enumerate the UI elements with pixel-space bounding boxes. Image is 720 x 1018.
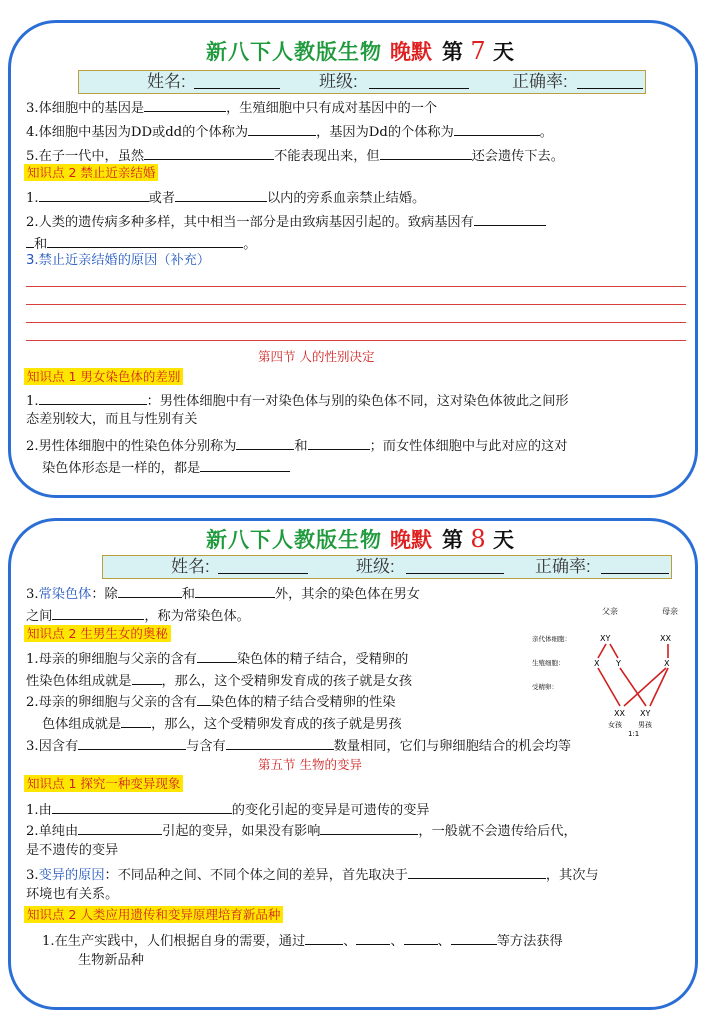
diagram-arrows [598,644,668,706]
day8-class-field[interactable] [406,559,504,574]
day7-title-tian: 天 [492,40,514,64]
day8-class-label: 班级: [356,557,395,576]
day7-line-offspring: 5.在子一代中，虽然 不能表现出来，但 还会遗传下去。 [26,145,564,166]
diagram-germ-label: 生殖细胞： [532,659,565,667]
blank[interactable] [320,820,418,835]
blank[interactable] [144,97,226,112]
day7-title-di: 第 [442,40,464,64]
diagram-germ-x2: X [664,659,670,668]
day8-header-bar [102,555,672,579]
diagram-ratio: 1:1 [628,730,640,736]
blank[interactable] [52,799,232,814]
diagram-mother-label: 母亲 [662,607,678,616]
day7-name-label: 姓名: [147,72,186,91]
day8-title-main: 新八下人教版生物 [206,528,383,552]
day8-title-red: 晚默 [390,528,433,552]
day7-line-male: 2.男性体细胞中的性染色体分别称为 和 ；而女性体细胞中与此对应的这对 [26,435,567,456]
blank[interactable] [380,145,472,160]
day7-line-marriage: 1. 或者 以内的旁系血亲禁止结婚。 [26,187,425,208]
blank[interactable] [118,583,182,598]
day7-class-field[interactable] [369,74,469,89]
blank[interactable] [52,605,144,620]
blank[interactable] [132,670,162,685]
day7-answer-line-4[interactable] [26,340,686,341]
day7-accuracy-label: 正确率: [512,72,568,91]
diagram-zygote-label: 受精卵： [532,683,558,691]
diagram-mother-xx: XX [660,634,671,643]
blank[interactable] [451,930,497,945]
day7-knowledge-point-2: 知识点 2 禁止近亲结婚 [24,164,158,181]
day8-line-autosome-cont: 之间 ，称为常染色体。 [26,605,250,626]
diagram-zygote-xx: XX [614,709,625,718]
blank[interactable] [474,211,546,226]
day7-header-bar [78,70,646,94]
blank[interactable] [197,648,237,663]
day8-line-cause: 3.变异的原因：不同品种之间、不同个体之间的差异，首先取决于 ，其次与 [26,864,599,885]
day7-answer-line-3[interactable] [26,322,686,323]
day7-line-disease: 2.人类的遗传病多种多样，其中相当一部分是由致病基因引起的。致病基因有 [26,211,546,232]
day7-section-4-title: 第四节 人的性别决定 [258,349,375,364]
sex-determination-diagram [528,604,698,736]
blank[interactable] [356,930,390,945]
blank[interactable] [200,457,290,472]
day8-title-di: 第 [442,528,464,552]
day7-title-red: 晚默 [390,40,433,64]
day8-line-breeding: 1.在生产实践中，人们根据自身的需要，通过 、 、 、 等方法获得 [42,930,563,951]
blank[interactable] [404,930,438,945]
blank[interactable] [39,187,149,202]
day8-line-boy-2: 色体组成就是 ，那么，这个受精卵发育成的孩子就是男孩 [42,713,402,734]
blank[interactable] [308,435,370,450]
day8-line-girl-2: 性染色体组成就是 ，那么，这个受精卵发育成的孩子就是女孩 [26,670,412,691]
diagram-germ-y: Y [616,659,621,668]
day7-title-main: 新八下人教版生物 [206,40,383,64]
day7-line-disease-cont: 和 。 [26,233,256,254]
day8-line-heritable: 1.由 的变化引起的变异是可遗传的变异 [26,799,430,820]
day7-answer-line-2[interactable] [26,304,686,305]
day7-title [0,36,720,66]
diagram-girl-label: 女孩 [608,721,622,729]
blank[interactable] [226,735,334,750]
blank[interactable] [175,187,267,202]
blank[interactable] [454,121,540,136]
diagram-zygote-xy: XY [640,709,651,718]
day8-knowledge-point-1: 知识点 1 探究一种变异现象 [24,775,183,792]
day8-line-cause-cont: 环境也有关系。 [26,887,119,902]
day8-line-girl-1: 1.母亲的卵细胞与父亲的含有 染色体的精子结合，受精卵的 [26,648,408,669]
blank[interactable] [305,930,343,945]
blank[interactable] [121,713,151,728]
day8-line-boy-1: 2.母亲的卵细胞与父亲的含有 染色体的精子结合受精卵的性染 [26,691,395,712]
day8-section-5-title: 第五节 生物的变异 [258,757,362,772]
day8-knowledge-point-2: 知识点 2 生男生女的奥秘 [24,625,171,642]
blank[interactable] [47,233,243,248]
blank[interactable] [195,583,275,598]
day7-line-dd: 4.体细胞中基因为DD或dd的个体称为 ，基因为Dd的个体称为 。 [26,121,553,142]
day7-day-number: 7 [470,37,486,65]
day7-line-female: 染色体形态是一样的，都是 [42,457,290,478]
diagram-boy-label: 男孩 [638,721,652,729]
blank[interactable] [78,735,186,750]
day7-accuracy-field[interactable] [577,74,643,89]
diagram-germ-x1: X [594,659,600,668]
day8-line-env: 2.单纯由 引起的变异，如果没有影响 ，一般就不会遗传给后代， [26,820,577,841]
day8-line-env-cont: 是不遗传的变异 [26,843,119,858]
diagram-father-xy: XY [600,634,611,643]
day7-answer-line-1[interactable] [26,286,686,287]
blank[interactable] [248,121,316,136]
day8-line-autosome: 3.常染色体：除 和 外，其余的染色体在男女 [26,583,420,604]
blank[interactable] [26,233,34,248]
day8-title-tian: 天 [492,528,514,552]
diagram-parent-label: 亲代体细胞： [532,635,571,643]
blank[interactable] [197,691,211,706]
day7-class-label: 班级: [319,72,358,91]
day7-knowledge-point-1: 知识点 1 男女染色体的差别 [24,368,183,385]
day8-title [0,524,720,554]
day8-name-field[interactable] [218,559,308,574]
day8-line-equal: 3.因含有 与含有 数量相同，它们与卵细胞结合的机会均等 [26,735,571,756]
blank[interactable] [39,390,147,405]
day7-line-reason: 3.禁止近亲结婚的原因（补充） [26,253,211,268]
day8-name-label: 姓名: [171,557,210,576]
day8-knowledge-point-2b: 知识点 2 人类应用遗传和变异原理培育新品种 [24,906,283,923]
day8-line-breeding-cont: 生物新品种 [78,953,144,968]
day7-line-sex-chrom: 1. ：男性体细胞中有一对染色体与别的染色体不同，这对染色体彼此之间形 [26,390,569,411]
day7-line-sex-chrom-cont: 态差别较大，而且与性别有关 [26,412,198,427]
blank[interactable] [408,864,546,879]
day8-day-number: 8 [470,525,486,553]
day7-name-field[interactable] [194,74,280,89]
blank[interactable] [144,145,274,160]
blank[interactable] [78,820,162,835]
diagram-father-label: 父亲 [602,607,618,616]
day7-line-genes: 3.体细胞中的基因是 ，生殖细胞中只有成对基因中的一个 [26,97,437,118]
blank[interactable] [236,435,294,450]
day8-accuracy-label: 正确率: [535,557,591,576]
day8-accuracy-field[interactable] [601,559,669,574]
